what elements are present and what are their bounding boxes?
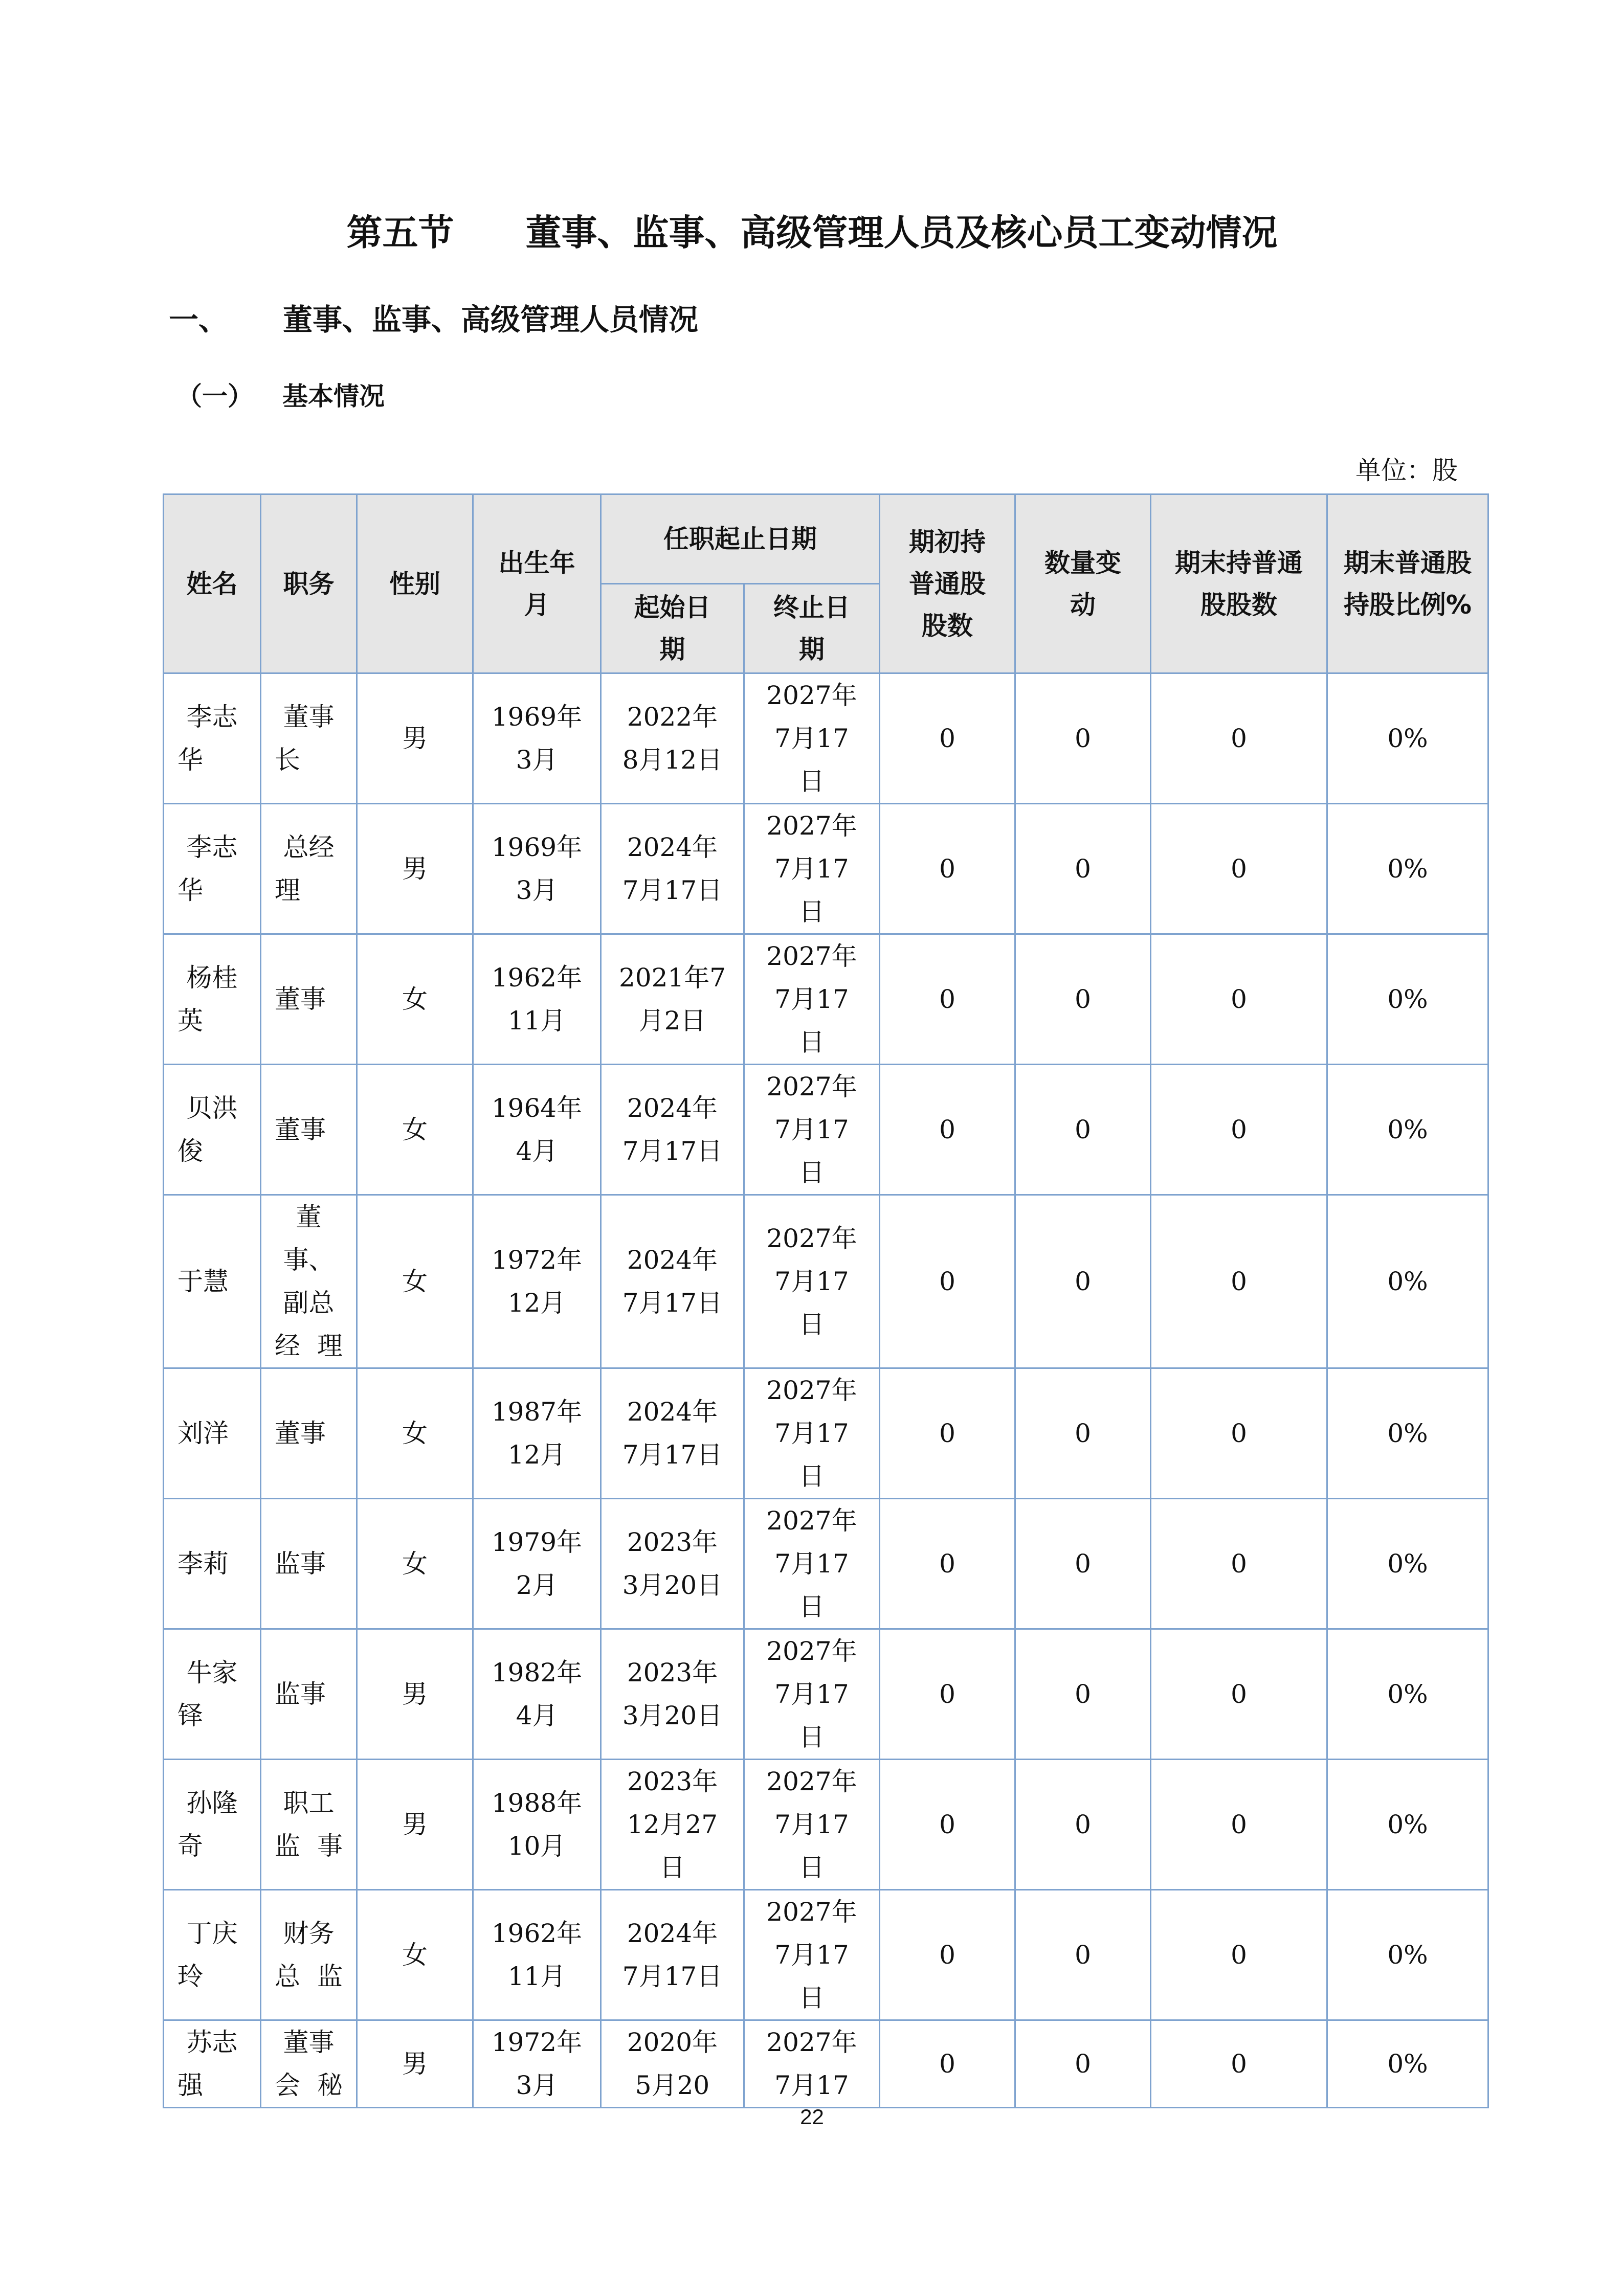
header-shares-begin: 期初持普通股股数 <box>880 494 1015 673</box>
cell-position: 财务总监 <box>261 1890 357 2020</box>
header-position: 职务 <box>261 494 357 673</box>
cell-term-start: 2024年7月17日 <box>601 804 744 934</box>
table-row <box>164 2020 1488 2108</box>
cell-gender: 男 <box>357 673 473 804</box>
header-shares-end: 期末持普通股股数 <box>1151 494 1327 673</box>
cell-change: 0 <box>1015 673 1151 804</box>
cell-position: 董事长 <box>261 673 357 804</box>
cell-name: 孙隆奇 <box>164 1760 261 1890</box>
table-row <box>164 1890 1488 2020</box>
table-row <box>164 1760 1488 1890</box>
cell-shares-begin: 0 <box>880 1499 1015 1629</box>
cell-term-start: 2024年7月17日 <box>601 1890 744 2020</box>
cell-shares-end: 0 <box>1151 1499 1327 1629</box>
cell-name: 牛家铎 <box>164 1629 261 1760</box>
cell-position: 董事 <box>261 1065 357 1195</box>
cell-gender: 男 <box>357 1629 473 1760</box>
cell-term-end: 2027年7月17日 <box>744 1368 880 1499</box>
cell-shares-begin: 0 <box>880 1890 1015 2020</box>
section-title: 第五节 董事、监事、高级管理人员及核心员工变动情况 <box>346 212 1278 254</box>
cell-ratio: 0% <box>1327 804 1488 934</box>
cell-shares-begin: 0 <box>880 804 1015 934</box>
cell-birth: 1962年11月 <box>473 1890 601 2020</box>
cell-ratio: 0% <box>1327 1368 1488 1499</box>
cell-birth: 1964年4月 <box>473 1065 601 1195</box>
cell-position: 董事、副总经理 <box>261 1195 357 1368</box>
cell-term-end: 2027年7月17日 <box>744 1890 880 2020</box>
cell-position: 董事会秘 <box>261 2020 357 2108</box>
cell-term-end: 2027年7月17日 <box>744 1760 880 1890</box>
header-term-start: 起始日期 <box>601 584 744 673</box>
cell-name: 苏志强 <box>164 2020 261 2108</box>
cell-ratio: 0% <box>1327 1195 1488 1368</box>
cell-term-start: 2024年7月17日 <box>601 1065 744 1195</box>
header-ratio-end: 期末普通股持股比例% <box>1327 494 1488 673</box>
cell-name: 李志华 <box>164 673 261 804</box>
table-row <box>164 1499 1488 1629</box>
heading-level-1-text: 董事、监事、高级管理人员情况 <box>283 302 699 337</box>
cell-change: 0 <box>1015 1368 1151 1499</box>
cell-ratio: 0% <box>1327 1890 1488 2020</box>
cell-ratio: 0% <box>1327 1065 1488 1195</box>
cell-name: 刘洋 <box>164 1368 261 1499</box>
header-gender: 性别 <box>357 494 473 673</box>
table-header <box>164 494 1488 673</box>
cell-shares-end: 0 <box>1151 673 1327 804</box>
cell-birth: 1982年4月 <box>473 1629 601 1760</box>
cell-shares-end: 0 <box>1151 1065 1327 1195</box>
table-row <box>164 1629 1488 1760</box>
cell-change: 0 <box>1015 1499 1151 1629</box>
table-row <box>164 673 1488 804</box>
cell-term-start: 2024年7月17日 <box>601 1368 744 1499</box>
table-row <box>164 1195 1488 1368</box>
cell-position: 监事 <box>261 1499 357 1629</box>
cell-shares-end: 0 <box>1151 2020 1327 2108</box>
heading-level-2-text: 基本情况 <box>282 381 385 411</box>
cell-term-start: 2023年3月20日 <box>601 1499 744 1629</box>
cell-birth: 1988年10月 <box>473 1760 601 1890</box>
cell-ratio: 0% <box>1327 1499 1488 1629</box>
cell-ratio: 0% <box>1327 2020 1488 2108</box>
cell-position: 董事 <box>261 934 357 1065</box>
cell-gender: 男 <box>357 1760 473 1890</box>
cell-gender: 女 <box>357 1890 473 2020</box>
cell-term-start: 2024年7月17日 <box>601 1195 744 1368</box>
cell-shares-begin: 0 <box>880 1368 1015 1499</box>
unit-label: 单位：股 <box>1355 456 1458 485</box>
cell-ratio: 0% <box>1327 1629 1488 1760</box>
cell-position: 总经理 <box>261 804 357 934</box>
cell-shares-begin: 0 <box>880 1760 1015 1890</box>
cell-term-start: 2020年5月20 <box>601 2020 744 2108</box>
cell-ratio: 0% <box>1327 934 1488 1065</box>
cell-birth: 1969年3月 <box>473 804 601 934</box>
cell-shares-end: 0 <box>1151 1890 1327 2020</box>
cell-shares-begin: 0 <box>880 1629 1015 1760</box>
heading-level-2 <box>176 378 385 414</box>
cell-name: 李莉 <box>164 1499 261 1629</box>
cell-term-end: 2027年7月17日 <box>744 1195 880 1368</box>
basic-info-table <box>163 493 1489 2108</box>
cell-name: 于慧 <box>164 1195 261 1368</box>
cell-term-end: 2027年7月17日 <box>744 1499 880 1629</box>
cell-shares-end: 0 <box>1151 1195 1327 1368</box>
cell-name: 丁庆玲 <box>164 1890 261 2020</box>
cell-birth: 1969年3月 <box>473 673 601 804</box>
cell-change: 0 <box>1015 804 1151 934</box>
cell-term-start: 2023年12月27日 <box>601 1760 744 1890</box>
cell-term-end: 2027年7月17日 <box>744 1629 880 1760</box>
cell-birth: 1962年11月 <box>473 934 601 1065</box>
cell-change: 0 <box>1015 1629 1151 1760</box>
heading-level-2-number: （一） <box>176 381 253 411</box>
cell-change: 0 <box>1015 1760 1151 1890</box>
heading-level-1-number: 一、 <box>169 302 229 337</box>
cell-birth: 1972年3月 <box>473 2020 601 2108</box>
cell-shares-begin: 0 <box>880 673 1015 804</box>
cell-change: 0 <box>1015 934 1151 1065</box>
table-row <box>164 1065 1488 1195</box>
table-body <box>164 673 1488 2108</box>
cell-term-end: 2027年7月17日 <box>744 934 880 1065</box>
cell-shares-end: 0 <box>1151 934 1327 1065</box>
page-number: 22 <box>800 2105 824 2129</box>
cell-shares-end: 0 <box>1151 1629 1327 1760</box>
cell-birth: 1972年12月 <box>473 1195 601 1368</box>
cell-shares-end: 0 <box>1151 804 1327 934</box>
cell-change: 0 <box>1015 1890 1151 2020</box>
cell-gender: 女 <box>357 934 473 1065</box>
cell-term-start: 2023年3月20日 <box>601 1629 744 1760</box>
table-row <box>164 1368 1488 1499</box>
cell-shares-begin: 0 <box>880 934 1015 1065</box>
cell-ratio: 0% <box>1327 673 1488 804</box>
cell-shares-end: 0 <box>1151 1368 1327 1499</box>
cell-name: 李志华 <box>164 804 261 934</box>
table-row <box>164 804 1488 934</box>
heading-level-1 <box>169 299 698 340</box>
cell-term-start: 2021年7月2日 <box>601 934 744 1065</box>
cell-term-end: 2027年7月17日 <box>744 1065 880 1195</box>
cell-term-end: 2027年7月17 <box>744 2020 880 2108</box>
header-term-end: 终止日期 <box>744 584 880 673</box>
table-row <box>164 934 1488 1065</box>
cell-position: 监事 <box>261 1629 357 1760</box>
cell-name: 杨桂英 <box>164 934 261 1065</box>
header-term: 任职起止日期 <box>601 494 880 584</box>
cell-name: 贝洪俊 <box>164 1065 261 1195</box>
cell-gender: 女 <box>357 1065 473 1195</box>
cell-change: 0 <box>1015 1065 1151 1195</box>
cell-shares-begin: 0 <box>880 1065 1015 1195</box>
cell-shares-end: 0 <box>1151 1760 1327 1890</box>
cell-term-start: 2022年8月12日 <box>601 673 744 804</box>
cell-gender: 男 <box>357 804 473 934</box>
cell-term-end: 2027年7月17日 <box>744 673 880 804</box>
header-birth: 出生年月 <box>473 494 601 673</box>
cell-ratio: 0% <box>1327 1760 1488 1890</box>
cell-birth: 1979年2月 <box>473 1499 601 1629</box>
cell-position: 职工监事 <box>261 1760 357 1890</box>
cell-shares-begin: 0 <box>880 2020 1015 2108</box>
cell-change: 0 <box>1015 1195 1151 1368</box>
cell-gender: 女 <box>357 1499 473 1629</box>
cell-gender: 女 <box>357 1368 473 1499</box>
header-name: 姓名 <box>164 494 261 673</box>
cell-gender: 男 <box>357 2020 473 2108</box>
cell-gender: 女 <box>357 1195 473 1368</box>
cell-shares-begin: 0 <box>880 1195 1015 1368</box>
cell-term-end: 2027年7月17日 <box>744 804 880 934</box>
header-change: 数量变动 <box>1015 494 1151 673</box>
cell-change: 0 <box>1015 2020 1151 2108</box>
cell-birth: 1987年12月 <box>473 1368 601 1499</box>
cell-position: 董事 <box>261 1368 357 1499</box>
